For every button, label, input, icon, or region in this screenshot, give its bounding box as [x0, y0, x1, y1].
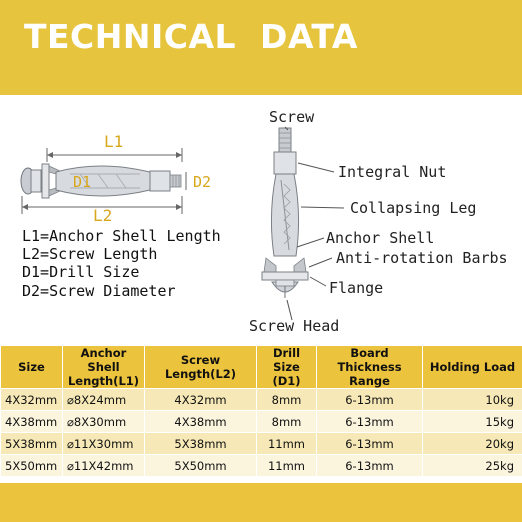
- part-label-anti-rotation-barbs: Anti-rotation Barbs: [336, 249, 508, 267]
- table-row: [1, 433, 522, 455]
- dim-label-l1: L1: [104, 132, 124, 151]
- table-row: [1, 455, 522, 477]
- header-drill-size: Drill Size (D1): [257, 346, 317, 389]
- cell-holding-load: 25kg: [423, 455, 522, 477]
- part-label-flange: Flange: [329, 279, 384, 297]
- cell-drill-size: 11mm: [257, 455, 317, 477]
- specs-table-container: [0, 345, 522, 483]
- cell-board-thickness: 6-13mm: [317, 455, 423, 477]
- diagram-area: [0, 95, 522, 345]
- cell-anchor-shell: ⌀8X24mm: [63, 389, 145, 411]
- cell-anchor-shell: ⌀11X30mm: [63, 433, 145, 455]
- header-size: Size: [1, 346, 63, 389]
- cell-anchor-shell: ⌀11X42mm: [63, 455, 145, 477]
- table-header-row: [1, 346, 522, 389]
- cell-drill-size: 8mm: [257, 411, 317, 433]
- part-label-screw-head: Screw Head: [249, 317, 340, 335]
- header-anchor-shell-length: Anchor Shell Length(L1): [63, 346, 145, 389]
- dim-label-d2: D2: [193, 173, 212, 191]
- legend-d1: D1=Drill Size: [22, 263, 140, 281]
- legend-l2: L2=Screw Length: [22, 245, 158, 263]
- cell-board-thickness: 6-13mm: [317, 411, 423, 433]
- dim-label-d1: D1: [73, 173, 92, 191]
- table-row: [1, 411, 522, 433]
- header-banner: [0, 0, 522, 95]
- anchor-dimension-drawing: [0, 95, 522, 345]
- cell-anchor-shell: ⌀8X30mm: [63, 411, 145, 433]
- part-label-screw: Screw: [269, 108, 315, 126]
- header-board-thickness: Board Thickness Range: [317, 346, 423, 389]
- header-holding-load: Holding Load: [423, 346, 522, 389]
- part-label-integral-nut: Integral Nut: [338, 163, 447, 181]
- table-row: [1, 389, 522, 411]
- dim-label-l2: L2: [93, 206, 113, 225]
- cell-screw-length: 4X32mm: [145, 389, 257, 411]
- legend-l1: L1=Anchor Shell Length: [22, 227, 221, 245]
- cell-drill-size: 8mm: [257, 389, 317, 411]
- part-label-collapsing-leg: Collapsing Leg: [350, 199, 477, 217]
- header-screw-length: Screw Length(L2): [145, 346, 257, 389]
- part-label-anchor-shell: Anchor Shell: [326, 229, 435, 247]
- legend-d2: D2=Screw Diameter: [22, 282, 176, 300]
- cell-board-thickness: 6-13mm: [317, 389, 423, 411]
- cell-holding-load: 10kg: [423, 389, 522, 411]
- cell-screw-length: 4X38mm: [145, 411, 257, 433]
- cell-drill-size: 11mm: [257, 433, 317, 455]
- cell-holding-load: 15kg: [423, 411, 522, 433]
- cell-screw-length: 5X50mm: [145, 455, 257, 477]
- cell-holding-load: 20kg: [423, 433, 522, 455]
- cell-board-thickness: 6-13mm: [317, 433, 423, 455]
- specs-table: [0, 345, 522, 477]
- footer-band: [0, 483, 522, 522]
- cell-size: 5X38mm: [1, 433, 63, 455]
- cell-size: 4X38mm: [1, 411, 63, 433]
- page-title: TECHNICAL DATA: [24, 17, 358, 56]
- cell-size: 4X32mm: [1, 389, 63, 411]
- cell-screw-length: 5X38mm: [145, 433, 257, 455]
- cell-size: 5X50mm: [1, 455, 63, 477]
